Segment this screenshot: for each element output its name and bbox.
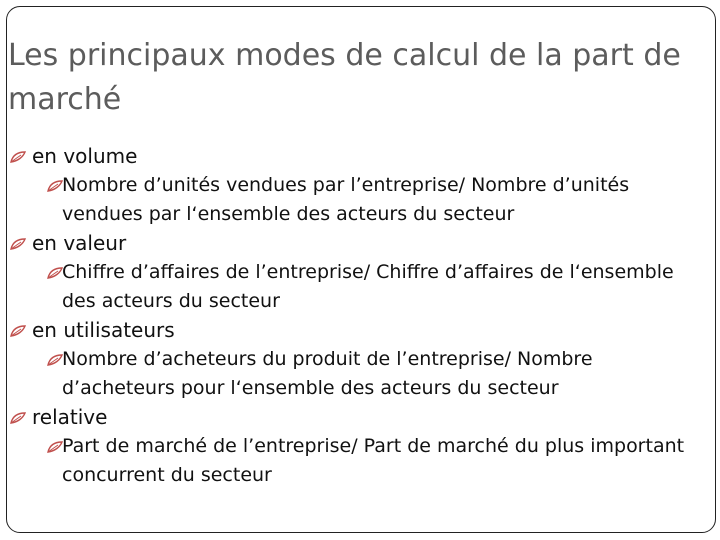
sub-bullet-text: Chiffre d’affaires de l’entreprise/ Chiffre d’affaires de l‘ensemble des acteurs du secteur (62, 261, 674, 312)
leaf-bullet-icon (9, 237, 27, 251)
leaf-bullet-icon (9, 150, 27, 164)
bullet-label: relative (32, 405, 108, 429)
bullet-label: en volume (32, 144, 138, 168)
bullet-label: en valeur (32, 231, 127, 255)
sub-bullet-volume (62, 171, 698, 229)
sub-bullet-text: Nombre d’unités vendues par l’entreprise/ Nombre d’unités vendues par l‘ensemble des acteurs du secteur (62, 174, 630, 225)
sub-bullet-valeur (62, 258, 698, 316)
leaf-bullet-icon (46, 266, 64, 280)
sub-bullet-text: Part de marché de l’entreprise/ Part de marché du plus important concurrent du secteur (62, 435, 685, 486)
leaf-bullet-icon (9, 324, 27, 338)
bullet-list (8, 142, 698, 490)
bullet-item-utilisateurs (8, 316, 698, 345)
bullet-item-relative (8, 403, 698, 432)
bullet-label: en utilisateurs (32, 318, 175, 342)
slide-title: Les principaux modes de calcul de la part de marché (8, 38, 681, 117)
leaf-bullet-icon (46, 353, 64, 367)
bullet-item-valeur (8, 229, 698, 258)
sub-bullet-relative (62, 432, 698, 490)
bullet-item-volume (8, 142, 698, 171)
leaf-bullet-icon (46, 440, 64, 454)
leaf-bullet-icon (46, 179, 64, 193)
sub-bullet-text: Nombre d’acheteurs du produit de l’entreprise/ Nombre d’acheteurs pour l‘ensemble des acteurs du secteur (62, 348, 593, 399)
sub-bullet-utilisateurs (62, 345, 698, 403)
leaf-bullet-icon (9, 411, 27, 425)
